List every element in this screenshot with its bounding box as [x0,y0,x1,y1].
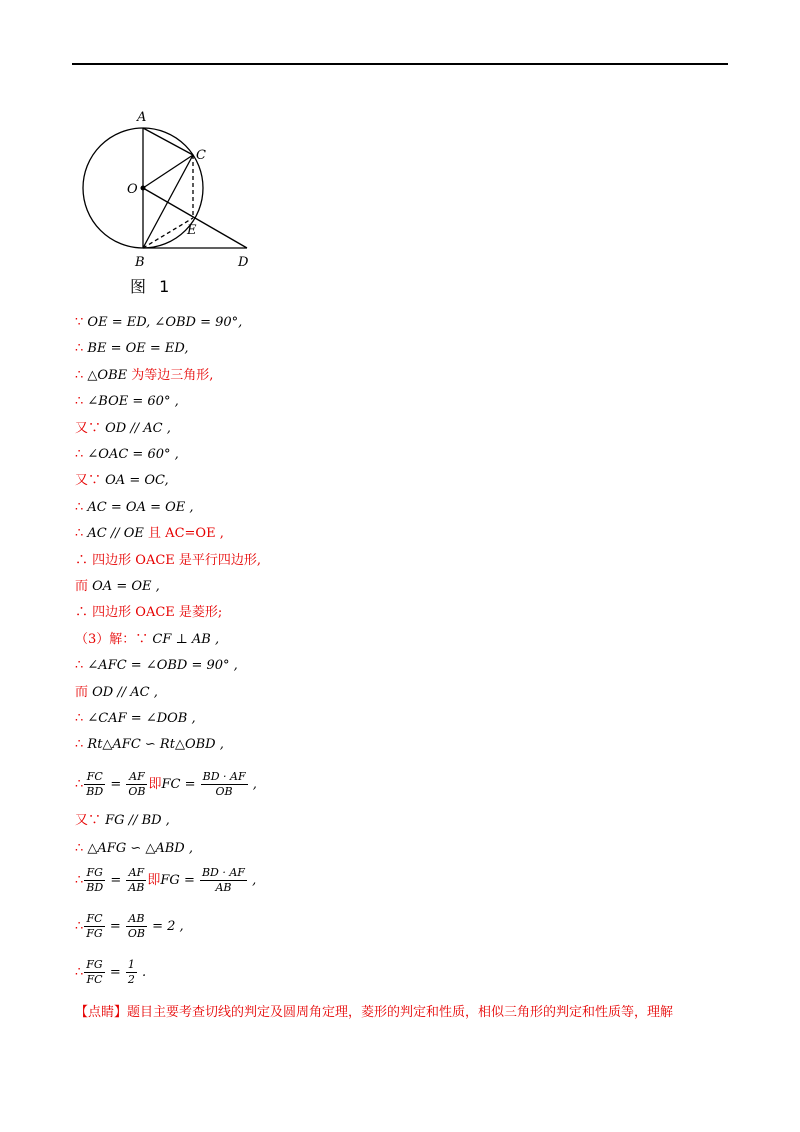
solution-line [75,552,261,570]
line-prefix: ∴ [75,605,89,621]
note-paragraph [75,1003,735,1023]
line-prefix: ∴ [75,711,84,726]
equals-sign: = [106,873,126,888]
fraction-numerator: AB [126,912,147,927]
line-prefix: ∴ [75,737,84,753]
fraction-line [75,912,184,941]
label-d: D [238,255,249,270]
fraction-numerator: AF [126,866,146,881]
fraction [84,912,104,941]
line-prefix: 又∵ [75,473,102,489]
line-prefix: ∴ [75,873,84,888]
solution-line [75,525,224,543]
solution-line [75,710,196,728]
fraction-line [75,866,256,895]
line-math: ∠BOE = 60° , [83,394,179,410]
solution-line [75,631,219,649]
line-prefix: ∴ [75,658,84,674]
fraction-numerator: FC [84,770,105,785]
line-prefix: ∴ [75,552,89,568]
fraction-line [75,958,146,987]
fraction-denominator: OB [127,927,145,940]
fraction-denominator: OB [128,785,146,798]
line-prefix: 又∵ [75,420,102,436]
line-prefix: ∴ [75,499,84,515]
line-end: , [247,873,257,888]
line-text: 为等边三角形, [127,367,214,383]
line-math: OA = OE , [88,579,160,594]
fraction [84,958,104,987]
fraction-numerator: 1 [127,958,135,971]
fraction-numerator: FC [84,912,104,927]
line-prefix: ∴ [75,777,84,792]
solution-line [75,736,224,754]
line-prefix: 而 [75,579,89,594]
line-math: FG = [160,873,199,888]
line-math: BE = OE = ED, [83,341,189,357]
header-rule [72,63,728,65]
solution-line [75,446,179,464]
line-math: ∠CAF = ∠DOB , [83,711,196,726]
line-math: CF ⊥ AB , [148,631,220,647]
label-a: A [137,110,147,125]
solution-line [75,472,169,490]
line-text: 即 [148,777,162,792]
figure-caption: 图 1 [130,277,174,296]
label-o: O [127,182,138,197]
fraction [126,770,147,799]
line-math: OE = ED, ∠OBD = 90°, [83,315,243,330]
fraction-line [75,770,257,799]
fraction [84,770,105,799]
fraction-numerator: AF [126,770,147,785]
line-text: 四边形 OACE 是菱形; [88,605,223,621]
note-tag: 【点睛】 [75,1005,128,1020]
fraction-numerator: FG [84,866,105,881]
fraction-denominator: FC [86,973,103,986]
segment-oc [143,155,193,188]
fraction-denominator: AB [128,881,145,894]
fraction [126,958,137,987]
line-math: △AFG ∽ △ABD , [83,841,193,856]
fraction [126,866,146,895]
solution-line [75,812,170,830]
fraction [200,866,247,895]
solution-line [75,367,213,385]
line-math: AC = OA = OE , [83,499,194,515]
solution-line [75,604,222,622]
fraction-denominator: FG [86,927,103,940]
fraction-denominator: BD [86,881,104,894]
line-end: . [137,965,147,980]
line-math: Rt△AFC ∽ Rt△OBD , [83,737,224,753]
line-math: OA = OC, [101,473,169,489]
fraction-numerator: BD · AF [201,866,245,879]
segment-bc [143,155,193,248]
geometry-figure [75,105,265,270]
line-math: OD // AC , [101,420,171,436]
solution-line [75,314,242,332]
fraction-denominator: OB [215,785,233,798]
label-c: C [196,148,206,163]
segment-ac [143,128,193,155]
line-prefix: 又∵ [75,813,102,828]
line-math: ∠AFC = ∠OBD = 90° , [83,658,238,674]
solution-line [75,657,238,675]
label-e: E [187,223,197,238]
line-prefix: ∴ [75,447,84,462]
solution-line [75,578,160,596]
line-prefix: ∴ [75,526,84,542]
line-prefix: ∴ [75,965,84,980]
fraction [126,912,147,941]
line-prefix: ∴ [75,394,84,410]
line-text: 且 AC=OE , [143,526,224,542]
line-end: , [248,777,257,792]
label-b: B [135,255,145,270]
line-prefix: ∴ [75,341,84,357]
fraction [201,770,248,799]
line-math: FG // BD , [101,813,170,828]
fraction-denominator: AB [215,881,232,894]
fraction-numerator: FG [86,958,103,971]
line-prefix: 而 [75,684,89,700]
solution-line [75,499,194,517]
line-prefix: ∴ [75,919,84,934]
line-math: OD // AC , [88,684,158,700]
equals-sign: = [105,965,125,980]
line-prefix: ∴ [75,367,84,383]
solution-line [75,840,193,858]
fraction-denominator: 2 [127,973,135,986]
fraction-denominator: BD [86,785,104,798]
note-text: 题目主要考查切线的判定及圆周角定理，菱形的判定和性质，相似三角形的判定和性质等，理解 [127,1005,674,1020]
solution-line [75,420,171,438]
line-math: ∠OAC = 60° , [83,447,179,462]
line-text: 即 [147,873,161,888]
line-prefix: （3）解：∵ [75,631,149,647]
fraction-numerator: BD · AF [202,770,246,783]
line-end: = 2 , [147,919,184,934]
fraction [84,866,105,895]
solution-line [75,684,158,702]
line-prefix: ∴ [75,841,84,856]
line-math: AC // OE [83,526,144,542]
line-math: △OBE [83,367,128,383]
solution-line [75,393,179,411]
center-dot [141,186,146,191]
solution-line [75,340,189,358]
line-prefix: ∵ [75,315,84,330]
line-math: FC = [161,777,200,792]
line-text: 四边形 OACE 是平行四边形, [88,552,262,568]
equals-sign: = [105,919,125,934]
equals-sign: = [106,777,126,792]
